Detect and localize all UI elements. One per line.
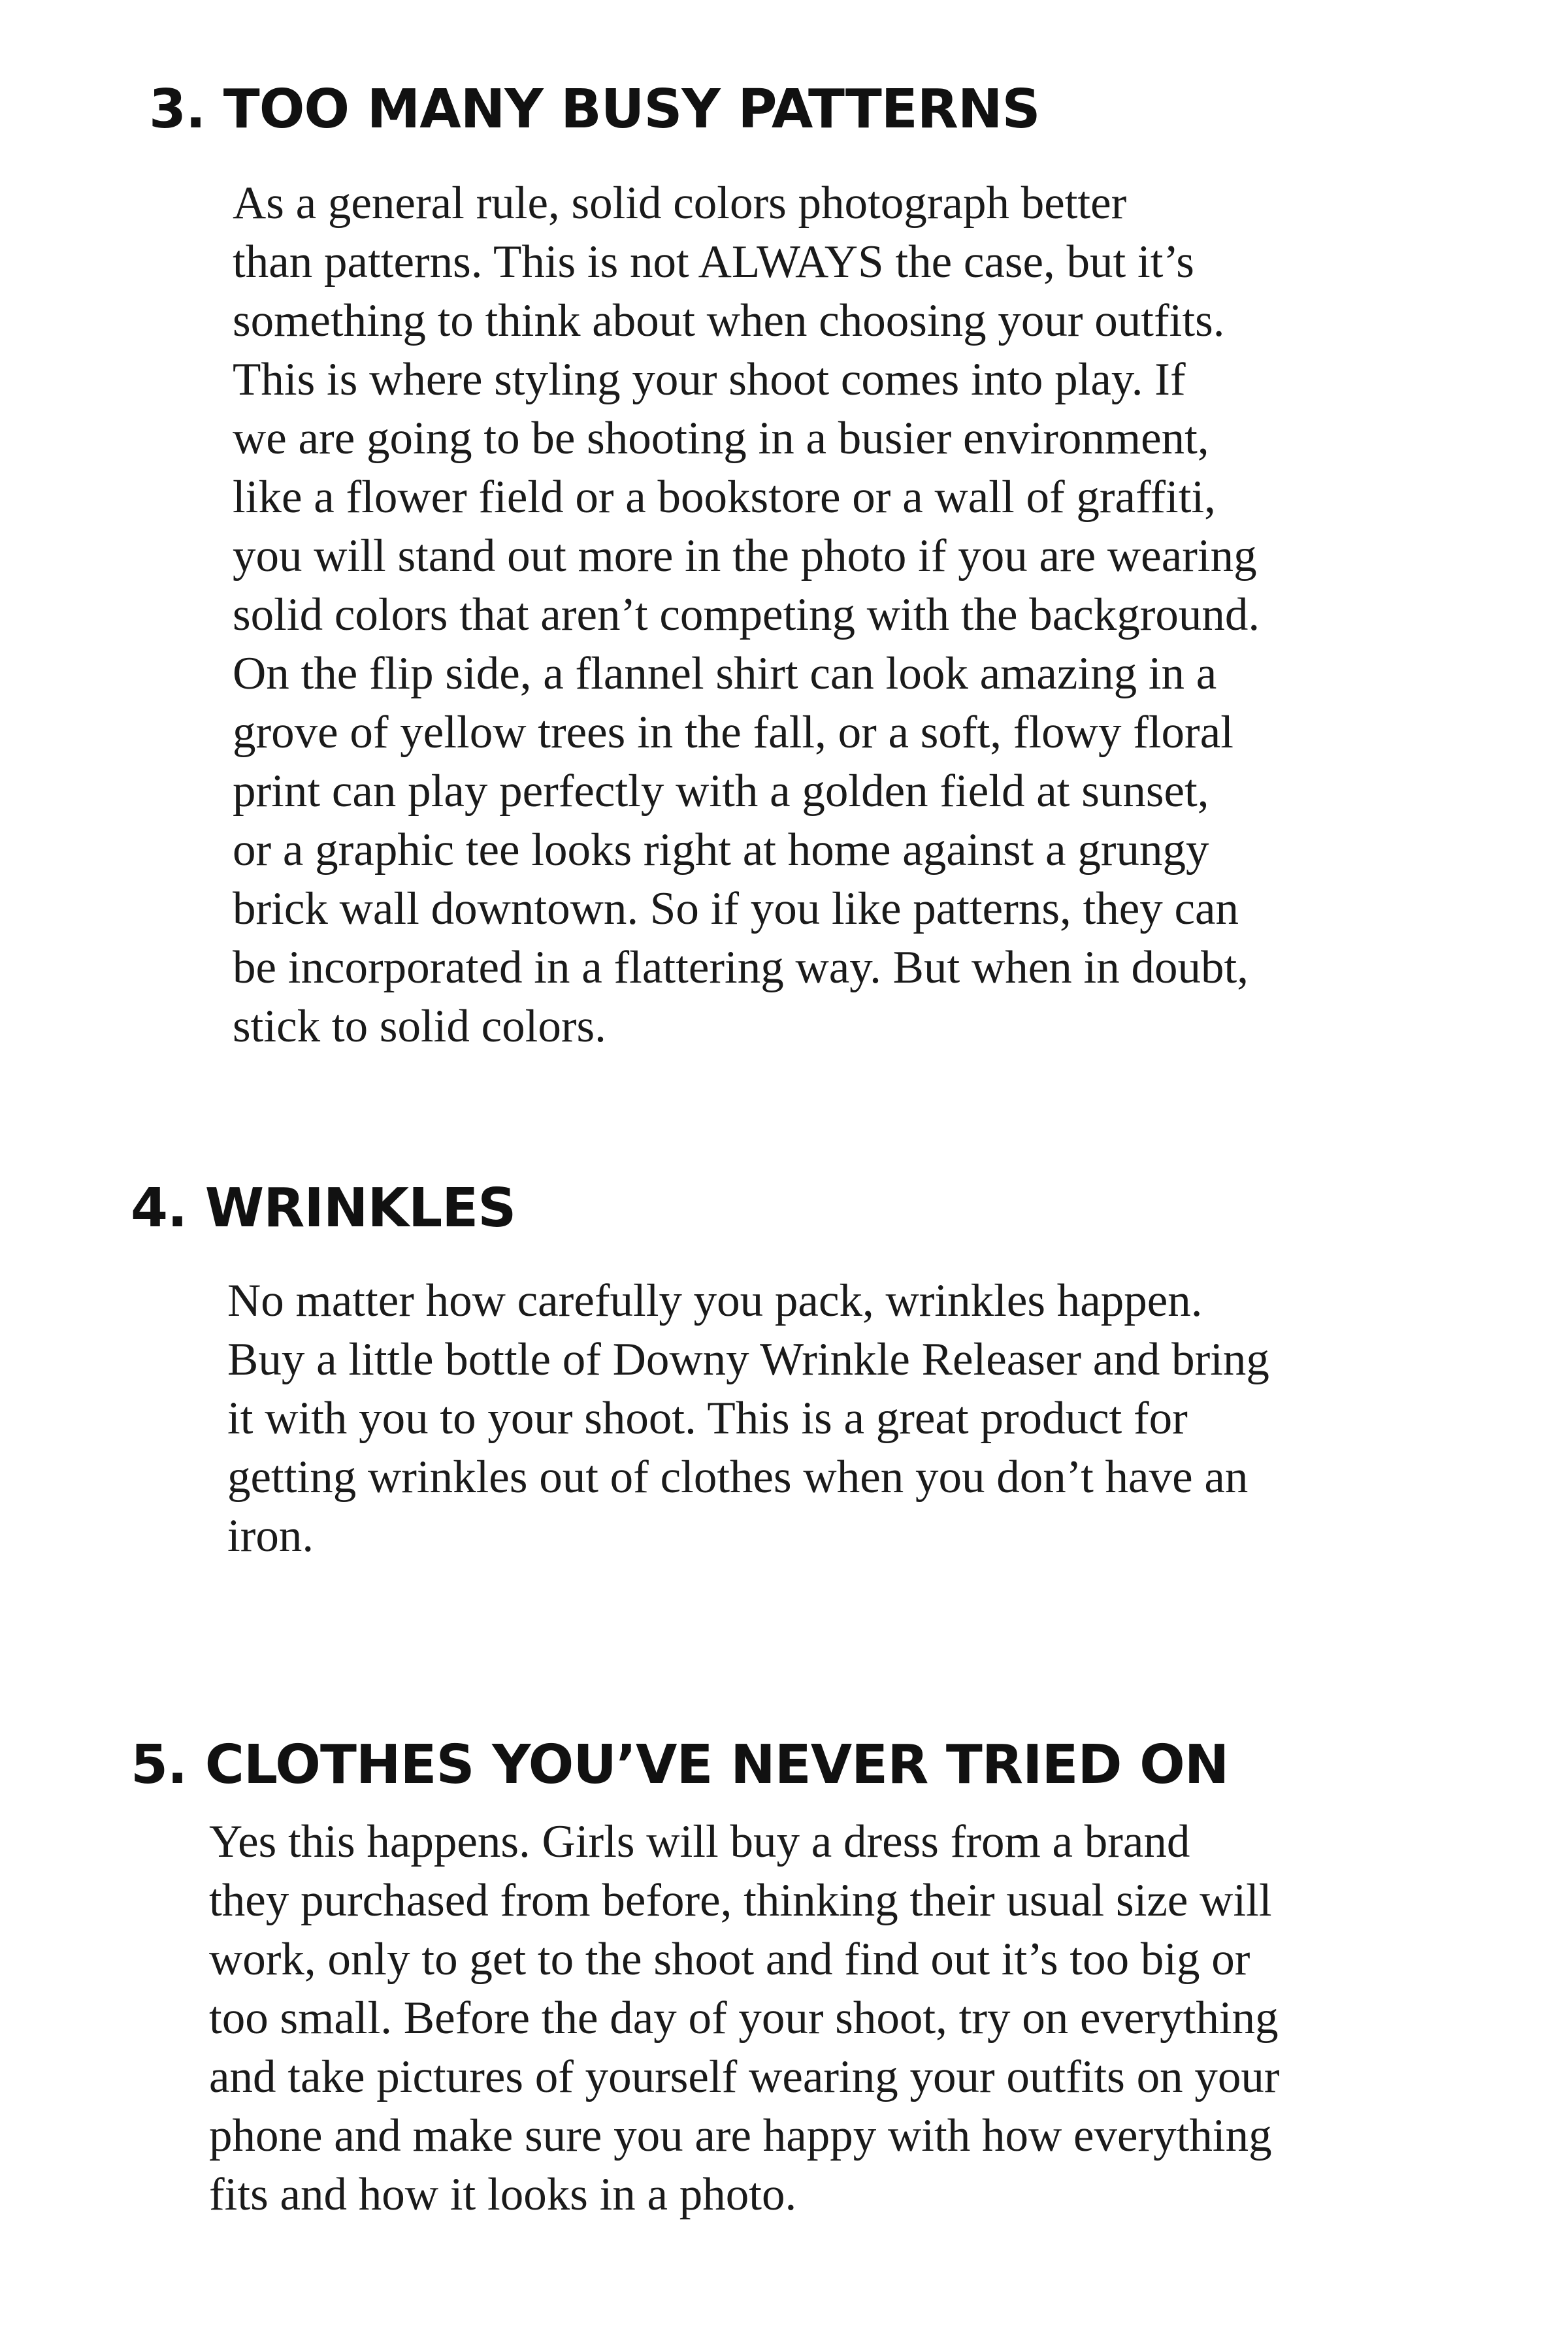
section-heading: 3. TOO MANY BUSY PATTERNS: [149, 78, 1040, 140]
body-line: than patterns. This is not ALWAYS the case, but it’s: [233, 237, 1194, 287]
body-line: work, only to get to the shoot and find out it’s too big or: [209, 1934, 1250, 1985]
body-line: Yes this happens. Girls will buy a dress from a brand: [209, 1816, 1190, 1867]
body-line: On the flip side, a flannel shirt can look amazing in a: [233, 648, 1217, 699]
body-line: phone and make sure you are happy with how everything: [209, 2110, 1272, 2161]
body-line: you will stand out more in the photo if you are wearing: [233, 531, 1257, 581]
body-line: and take pictures of yourself wearing your outfits on your: [209, 2051, 1280, 2102]
body-line: stick to solid colors.: [233, 1001, 606, 1052]
body-line: No matter how carefully you pack, wrinkles happen.: [227, 1275, 1203, 1326]
body-line: Buy a little bottle of Downy Wrinkle Releaser and bring: [227, 1334, 1269, 1385]
body-line: brick wall downtown. So if you like patterns, they can: [233, 883, 1239, 934]
body-line: something to think about when choosing your outfits.: [233, 295, 1225, 346]
body-line: getting wrinkles out of clothes when you don’t have an: [227, 1452, 1249, 1503]
body-line: As a general rule, solid colors photograph better: [233, 178, 1127, 229]
body-line: solid colors that aren’t competing with the background.: [233, 589, 1260, 640]
body-line: This is where styling your shoot comes into play. If: [233, 354, 1186, 405]
body-line: too small. Before the day of your shoot, try on everything: [209, 1993, 1279, 2044]
section-heading: 4. WRINKLES: [131, 1177, 516, 1239]
section-body: [233, 174, 1260, 1056]
body-line: iron.: [227, 1511, 314, 1561]
body-line: print can play perfectly with a golden field at sunset,: [233, 766, 1209, 817]
body-line: be incorporated in a flattering way. But when in doubt,: [233, 942, 1249, 993]
body-line: they purchased from before, thinking their usual size will: [209, 1875, 1272, 1926]
body-line: grove of yellow trees in the fall, or a soft, flowy floral: [233, 707, 1233, 758]
body-line: it with you to your shoot. This is a great product for: [227, 1393, 1188, 1444]
body-line: we are going to be shooting in a busier environment,: [233, 413, 1209, 464]
section-body: [209, 1812, 1279, 2224]
section-body: [227, 1271, 1269, 1565]
body-line: fits and how it looks in a photo.: [209, 2169, 797, 2220]
body-line: like a flower field or a bookstore or a wall of graffiti,: [233, 472, 1216, 523]
section-heading: 5. CLOTHES YOU’VE NEVER TRIED ON: [131, 1734, 1229, 1796]
body-line: or a graphic tee looks right at home against a grungy: [233, 825, 1209, 875]
